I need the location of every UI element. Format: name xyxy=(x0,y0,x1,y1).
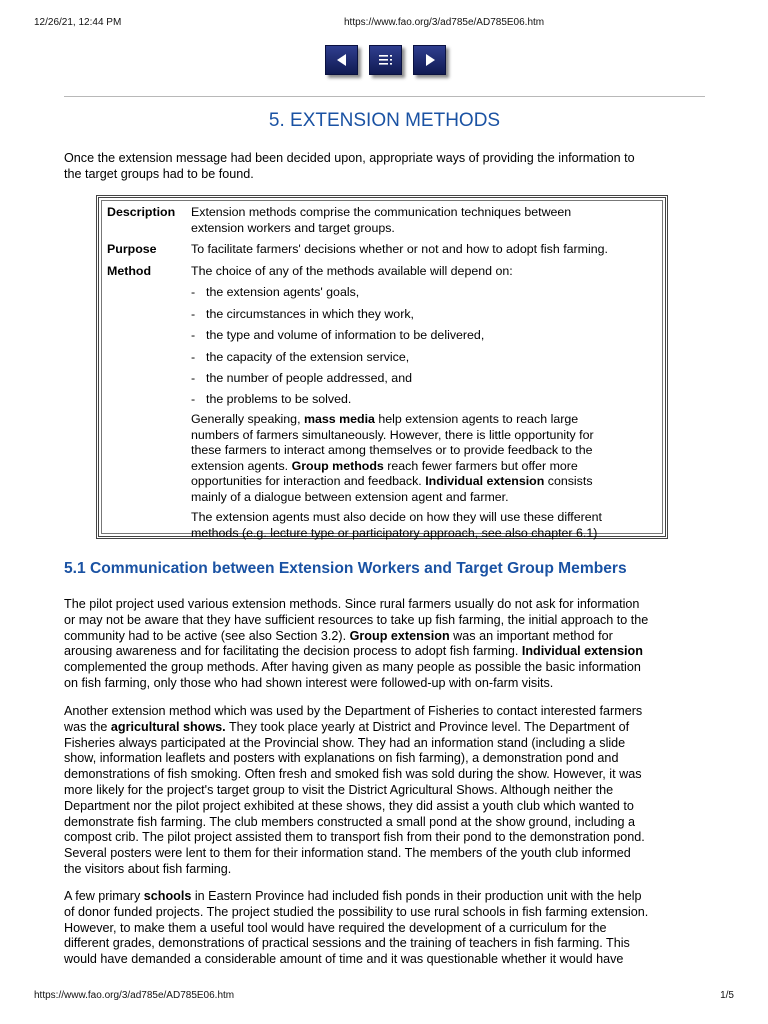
bold-term: mass media xyxy=(303,412,375,426)
text-line: Extension methods comprise the communication techniques between xyxy=(191,205,572,219)
text-run: arousing awareness and for facilitating the decision process to adopt fish farming. xyxy=(64,644,522,659)
contents-list-icon xyxy=(378,53,394,67)
text-line: Department nor the pilot project exhibited at these shows, they did assist a youth club which wanted to xyxy=(64,798,634,813)
purpose-text: To facilitate farmers' decisions whether or not and how to adopt fish farming. xyxy=(191,242,608,256)
purpose-label: Purpose xyxy=(107,242,157,256)
list-item xyxy=(191,350,409,364)
text-run: reach fewer farmers but offer more xyxy=(383,458,578,473)
list-item-text: the problems to be solved. xyxy=(206,392,352,406)
summary-box xyxy=(96,195,668,539)
text-line: more likely for the project's target group to visit the District Agricultural Shows. Although neither the xyxy=(64,782,614,797)
text-line: numbers of farmers simultaneously. However, there is little opportunity for xyxy=(191,427,594,442)
list-item xyxy=(191,392,351,406)
text-line: extension workers and target groups. xyxy=(191,220,395,235)
text-line: The extension agents must also decide on how they will use these different xyxy=(191,510,602,524)
list-item-text: the circumstances in which they work, xyxy=(206,307,414,321)
bold-term: Group methods xyxy=(291,458,384,473)
intro-paragraph xyxy=(64,151,708,183)
description-label: Description xyxy=(107,205,176,219)
text-run: opportunities for interaction and feedback. xyxy=(191,474,426,488)
text-line: show, information leaflets and posters with explanations on fish farming), a demonstration pond and xyxy=(64,751,619,766)
list-item xyxy=(191,371,412,385)
text-line: However, to make them a useful tool would have required the development of a curriculum for the xyxy=(64,920,607,935)
text-line: methods (e.g. lecture type or participatory approach, see also chapter 6.1) xyxy=(191,525,598,540)
next-page-button[interactable] xyxy=(413,45,446,75)
text-line: the target groups had to be found. xyxy=(64,166,254,181)
text-line: demonstrate fish farming. The club members constructed a small pond at the show ground, including a xyxy=(64,814,635,829)
list-item-text: the extension agents' goals, xyxy=(206,285,360,299)
page-navigation xyxy=(325,45,447,79)
dash: - xyxy=(191,285,196,299)
print-header xyxy=(34,17,734,31)
arrow-left-icon xyxy=(335,53,349,67)
list-item xyxy=(191,307,414,321)
text-line: Once the extension message had been decided upon, appropriate ways of providing the information to xyxy=(64,151,635,165)
text-line: these farmers to interact among themselves or to provide feedback to the xyxy=(191,443,593,457)
bold-term: agricultural shows. xyxy=(110,719,226,734)
text-line: of donor funded projects. The project studied the possibility to use rural schools in fish farming extension. xyxy=(64,904,649,919)
summary-box-inner xyxy=(101,200,663,540)
text-run: extension agents. xyxy=(191,458,292,473)
print-header-url: https://www.fao.org/3/ad785e/AD785E06.htm xyxy=(344,17,545,28)
bold-term: Individual extension xyxy=(521,644,643,659)
text-run: was the xyxy=(64,719,111,734)
text-line: demonstrations of fish smoking. Often fresh and smoked fish was sold during the show. However, it was xyxy=(64,767,642,782)
body-paragraph xyxy=(64,889,708,968)
text-run: was an important method for xyxy=(449,628,613,643)
description-text xyxy=(191,205,661,236)
method-decide-text xyxy=(191,510,661,541)
bold-term: Individual extension xyxy=(425,474,545,488)
list-item-text: the type and volume of information to be delivered, xyxy=(206,328,485,342)
text-run: A few primary xyxy=(64,889,144,903)
text-line: Several posters were lent to them for their information stand. The members of the youth club informed xyxy=(64,846,631,861)
section-heading: 5.1 Communication between Extension Workers and Target Group Members xyxy=(64,560,627,577)
page-number: 1/5 xyxy=(720,990,734,1001)
text-line: on fish farming, only those who had shown interest were followed-up with on-farm visits. xyxy=(64,675,554,690)
text-run: Generally speaking, xyxy=(191,412,304,426)
text-line: complemented the group methods. After having given as many people as possible the basic information xyxy=(64,660,641,675)
method-label: Method xyxy=(107,264,152,278)
text-line: the visitors about fish farming. xyxy=(64,861,232,876)
body-paragraph xyxy=(64,597,708,692)
text-run: community had to be active (see also Section 3.2). xyxy=(64,628,350,643)
text-line: different grades, demonstrations of practical sessions and the training of teachers in fish farming. This xyxy=(64,936,630,951)
text-line: Another extension method which was used by the Department of Fisheries to contact interested farmers xyxy=(64,704,643,718)
method-intro: The choice of any of the methods available will depend on: xyxy=(191,264,513,278)
text-run: help extension agents to reach large xyxy=(374,412,579,426)
arrow-right-icon xyxy=(423,53,437,67)
text-line: Fisheries always participated at the Provincial show. They had an information stand (including a slide xyxy=(64,735,626,750)
text-run: consists xyxy=(544,474,593,488)
bold-term: Group extension xyxy=(349,628,450,643)
dash: - xyxy=(191,350,196,364)
dash: - xyxy=(191,328,196,342)
text-run: They took place yearly at District and Province level. The Department of xyxy=(225,719,630,734)
table-of-contents-button[interactable] xyxy=(369,45,402,75)
list-item-text: the number of people addressed, and xyxy=(206,371,412,385)
print-datetime: 12/26/21, 12:44 PM xyxy=(34,17,122,28)
text-line: would have demanded a considerable amount of time and it was questionable whether it would have xyxy=(64,952,624,967)
print-footer-url: https://www.fao.org/3/ad785e/AD785E06.htm xyxy=(34,990,235,1001)
list-item xyxy=(191,328,484,342)
list-item-text: the capacity of the extension service, xyxy=(206,350,410,364)
bold-term: schools xyxy=(143,889,192,903)
text-line: mainly of a dialogue between extension agent and farmer. xyxy=(191,489,509,504)
method-general-text xyxy=(191,412,661,505)
page-title: 5. EXTENSION METHODS xyxy=(268,110,501,131)
dash: - xyxy=(191,371,196,385)
body-paragraph xyxy=(64,704,708,878)
dash: - xyxy=(191,307,196,321)
text-line: compost crib. The pilot project assisted them to transport fish from their pond to the demonstration pond. xyxy=(64,830,645,845)
text-run: in Eastern Province had included fish ponds in their production unit with the help xyxy=(191,889,642,903)
text-line: or may not be aware that they have sufficient resources to take up fish farming, the initial approach to the xyxy=(64,612,649,627)
print-footer xyxy=(34,990,734,1004)
horizontal-rule xyxy=(64,96,705,97)
text-line: The pilot project used various extension methods. Since rural farmers usually do not ask for information xyxy=(64,597,640,611)
previous-page-button[interactable] xyxy=(325,45,358,75)
list-item xyxy=(191,285,359,299)
dash: - xyxy=(191,392,196,406)
